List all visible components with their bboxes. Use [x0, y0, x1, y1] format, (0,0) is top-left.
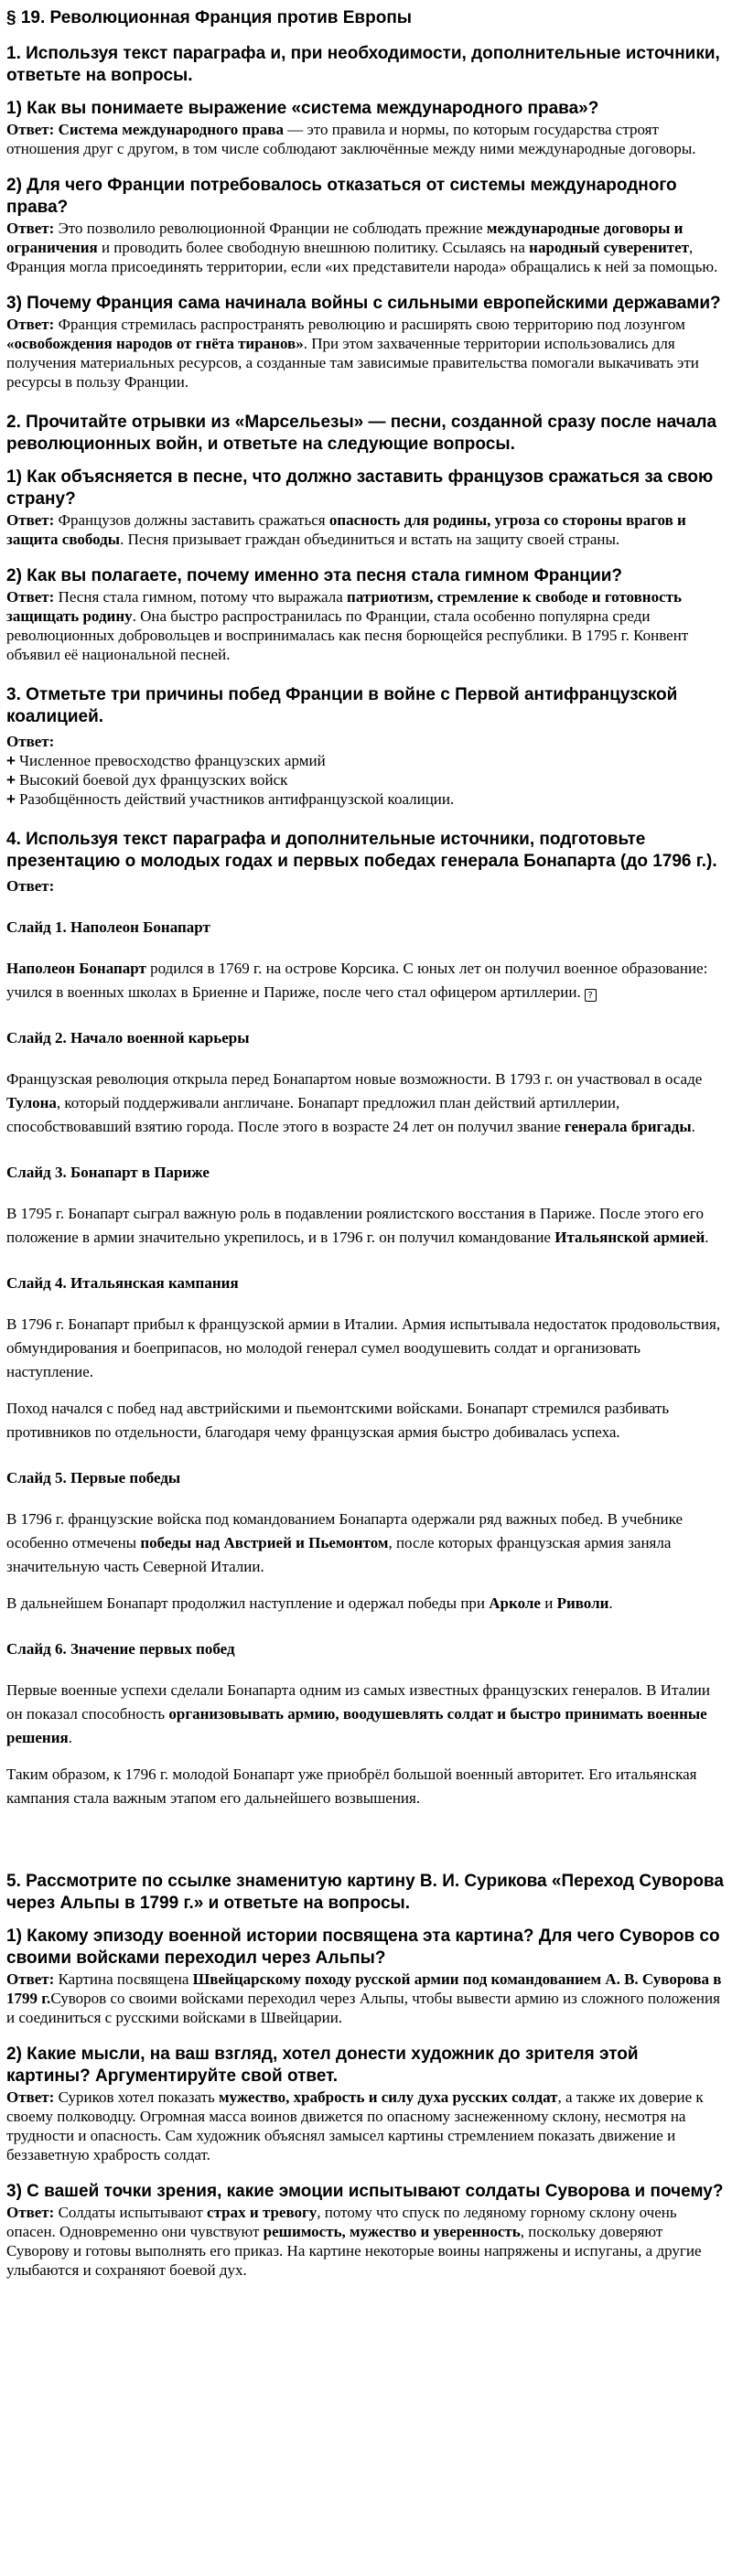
- section-5-answer-3: [6, 2203, 726, 2280]
- section-2-question-1: 1) Как объясняется в песне, что должно заставить французов сражаться за свою страну?: [6, 467, 714, 509]
- section-1-question-1: 1) Как вы понимаете выражение «система международного права»?: [6, 99, 599, 118]
- list-item-text: Разобщённость действий участников антифранцузской коалиции.: [18, 790, 455, 808]
- section-2-question-2: 2) Как вы полагаете, почему именно эта песня стала гимном Франции?: [6, 566, 623, 585]
- answer-label: Ответ:: [6, 2204, 55, 2221]
- answer-text: Суриков хотел показать: [54, 2088, 219, 2106]
- section-4: [6, 829, 726, 1810]
- bold-term: Швейцарскому походу русской армии под командованием А. В. Суворова в 1799 г.: [6, 1970, 722, 2007]
- answer-text: , поскольку доверяют Суворову и готовы выполнять его приказ. На картине некоторые воины напряжены и испуганы, а другие улыбаются и сохраняют боевой дух.: [6, 2223, 702, 2279]
- section-3-answer-label: [6, 732, 726, 751]
- section-2-heading: 2. Прочитайте отрывки из «Марсельезы» — песни, созданной сразу после начала революционных войн, и ответьте на следующие вопросы.: [6, 413, 717, 454]
- answer-label: Ответ:: [6, 220, 55, 237]
- bold-term: народный суверенитет: [529, 239, 690, 256]
- section-1-answer-3: [6, 315, 726, 392]
- section-3-heading: 3. Отметьте три причины побед Франции в войне с Первой антифранцузской коалицией.: [6, 685, 678, 726]
- bold-term: победы над Австрией и Пьемонтом: [140, 1534, 389, 1551]
- bold-term: «освобождения народов от гнёта тиранов»: [6, 335, 304, 352]
- reasons-list: [6, 751, 726, 809]
- section-5: [6, 1871, 726, 2280]
- footnote-icon[interactable]: ?: [585, 989, 597, 1002]
- answer-text: Картина посвящена: [54, 1970, 193, 1988]
- answer-label: Ответ:: [6, 588, 55, 606]
- plus-icon: +: [6, 790, 16, 808]
- plus-icon: +: [6, 771, 16, 789]
- bold-term: международные договоры и ограничения: [6, 220, 684, 256]
- slide-3-text: [6, 1202, 726, 1250]
- paragraph-text: , после которых французская армия заняла значительную часть Северной Италии.: [6, 1534, 672, 1575]
- bold-term: патриотизм, стремление к свободе и готовность защищать родину: [6, 588, 682, 625]
- paragraph-text: В 1795 г. Бонапарт сыграл важную роль в подавлении роялистского восстания в Париже. После этого его положение в армии значительно укрепилось, и в 1796 г. он получил командование: [6, 1205, 704, 1246]
- list-item: [6, 751, 726, 770]
- bold-term: организовывать армию, воодушевлять солдат и быстро принимать военные решения: [6, 1705, 707, 1746]
- bold-term: страх и тревогу: [207, 2204, 318, 2221]
- answer-label: Ответ:: [6, 733, 55, 750]
- section-4-heading: 4. Используя текст параграфа и дополнительные источники, подготовьте презентацию о молодых годах и первых победах генерала Бонапарта (до 1796 г.).: [6, 830, 717, 871]
- bold-term: Риволи: [556, 1594, 609, 1612]
- answer-text: — это правила и нормы, по которым государства строят отношения друг с другом, в том числе соблюдают заключённые между ними международные договоры.: [6, 121, 696, 157]
- bold-term: Тулона: [6, 1094, 57, 1111]
- section-5-answer-1: [6, 1970, 726, 2027]
- paragraph-text: и: [540, 1594, 557, 1612]
- paragraph-text: родился в 1769 г. на острове Корсика. С юных лет он получил военное образование: учился в военных школах в Бриенне и Париже, после чего стал офицером артиллерии.: [6, 960, 708, 1001]
- answer-text: Суворов со своими войсками переходил через Альпы, чтобы вывести армию из сложного положения и соединиться с русскими войсками в Швейцарии.: [6, 1990, 720, 2026]
- answer-text: Солдаты испытывают: [54, 2204, 208, 2221]
- answer-label: Ответ:: [6, 877, 55, 895]
- list-item-text: Высокий боевой дух французских войск: [18, 771, 288, 789]
- answer-label: Ответ:: [6, 2088, 55, 2106]
- slide-4-text-2: Поход начался с побед над австрийскими и пьемонтскими войсками. Бонапарт стремился разбивать противников по отдельности, благодаря чему французская армия быстро добивалась успеха.: [6, 1400, 670, 1441]
- bold-term: генерала бригады: [565, 1118, 692, 1135]
- section-1-question-3: 3) Почему Франция сама начинала войны с сильными европейскими державами?: [6, 294, 721, 313]
- answer-text: и проводить более свободную внешнюю политику. Ссылаясь на: [97, 239, 530, 256]
- paragraph-text: В 1796 г. французские войска под командованием Бонапарта одержали ряд важных побед. В учебнике особенно отмечены: [6, 1510, 684, 1551]
- paragraph-text: В дальнейшем Бонапарт продолжил наступление и одержал победы при: [6, 1594, 490, 1612]
- section-5-question-3: 3) С вашей точки зрения, какие эмоции испытывают солдаты Суворова и почему?: [6, 2182, 724, 2201]
- slide-5-text-1: [6, 1508, 726, 1579]
- answer-text: , потому что спуск по ледяному горному склону очень опасен. Одновременно они чувствуют: [6, 2204, 677, 2240]
- bold-term: Наполеон Бонапарт: [6, 960, 146, 977]
- paragraph-text: Французская революция открыла перед Бонапартом новые возможности. В 1793 г. он участвовал в осаде: [6, 1070, 703, 1088]
- slide-1-text: [6, 957, 726, 1004]
- answer-text: . Она быстро распространилась по Франции, стала особенно популярна среди революционных добровольцев и воспринималась как песня борющейся республики. В 1795 г. Конвент объявил её национальной песней.: [6, 607, 689, 663]
- section-2-answer-2: [6, 587, 726, 664]
- bold-term: Итальянской армией: [554, 1229, 705, 1246]
- paragraph-text: .: [68, 1729, 72, 1746]
- bold-term: Система международного права: [58, 121, 284, 138]
- answer-label: Ответ:: [6, 121, 55, 138]
- section-5-question-1: 1) Какому эпизоду военной истории посвящена эта картина? Для чего Суворов со своими войсками переходил через Альпы?: [6, 1927, 720, 1968]
- paragraph-text: , который поддерживали англичане. Бонапарт предложил план действий артиллерии, способствовавший взятию города. После этого в возрасте 24 лет он получил звание: [6, 1094, 620, 1135]
- section-1: [6, 43, 726, 392]
- answer-text: . При этом захваченные территории использовались для получения материальных ресурсов, а созданные там зависимые правительства помогали выкачивать эти ресурсы в пользу Франции.: [6, 335, 699, 391]
- bold-term: мужество, храбрость и силу духа русских солдат: [218, 2088, 558, 2106]
- paragraph-text: .: [705, 1229, 709, 1246]
- section-3: [6, 684, 726, 809]
- paragraph-text: Первые военные успехи сделали Бонапарта одним из самых известных французских генералов. В Италии он показал способность: [6, 1681, 710, 1723]
- slide-2-title: Слайд 2. Начало военной карьеры: [6, 1029, 250, 1046]
- slide-2-text: [6, 1068, 726, 1139]
- section-4-answer-label: [6, 876, 726, 896]
- answer-text: Песня стала гимном, потому что выражала: [54, 588, 348, 606]
- bold-term: решимость, мужество и уверенность: [263, 2223, 521, 2240]
- slide-5-title: Слайд 5. Первые победы: [6, 1469, 181, 1487]
- answer-text: , Франция могла присоединять территории, если «их представители народа» обращались к ней за помощью.: [6, 239, 718, 275]
- slide-3-title: Слайд 3. Бонапарт в Париже: [6, 1164, 210, 1181]
- section-5-answer-2: [6, 2088, 726, 2164]
- paragraph-text: .: [608, 1594, 613, 1612]
- answer-label: Ответ:: [6, 316, 55, 333]
- section-2: [6, 412, 726, 664]
- plus-icon: +: [6, 752, 16, 769]
- slide-6-text-2: Таким образом, к 1796 г. молодой Бонапарт уже приобрёл большой военный авторитет. Его итальянская кампания стала важным этапом его дальнейшего возвышения.: [6, 1766, 697, 1807]
- page-title: § 19. Революционная Франция против Европы: [6, 8, 413, 27]
- slide-1-title: Слайд 1. Наполеон Бонапарт: [6, 918, 210, 936]
- slide-4-text-1: В 1796 г. Бонапарт прибыл к французской армии в Италии. Армия испытывала недостаток продовольствия, обмундирования и боеприпасов, но молодой генерал сумел воодушевить солдат и организовать наступление.: [6, 1315, 721, 1380]
- section-1-heading: 1. Используя текст параграфа и, при необходимости, дополнительные источники, ответьте на вопросы.: [6, 44, 720, 85]
- slide-6-text-1: [6, 1679, 726, 1750]
- section-5-heading: 5. Рассмотрите по ссылке знаменитую картину В. И. Сурикова «Переход Суворова через Альпы в 1799 г.» и ответьте на вопросы.: [6, 1872, 724, 1913]
- list-item: [6, 770, 726, 789]
- bold-term: опасность для родины, угроза со стороны врагов и защита свободы: [6, 511, 686, 548]
- section-2-answer-1: [6, 510, 726, 549]
- paragraph-text: .: [691, 1118, 695, 1135]
- slide-5-text-2: [6, 1592, 726, 1615]
- section-1-answer-2: [6, 219, 726, 276]
- answer-text: . Песня призывает граждан объединиться и встать на защиту своей страны.: [120, 531, 620, 548]
- section-1-question-2: 2) Для чего Франции потребовалось отказаться от системы международного права?: [6, 176, 677, 217]
- answer-text: Это позволило революционной Франции не соблюдать прежние: [54, 220, 487, 237]
- section-5-question-2: 2) Какие мысли, на ваш взгляд, хотел донести художник до зрителя этой картины? Аргументируйте свой ответ.: [6, 2045, 639, 2086]
- list-item: [6, 789, 726, 809]
- slide-4-title: Слайд 4. Итальянская кампания: [6, 1274, 239, 1292]
- answer-text: , а также их доверие к своему полководцу. Огромная масса воинов движется по опасному заснеженному склону, несмотря на трудности и опасность. Сам художник объяснял замысел картины стремлением показать движение и беззаветную храбрость солдат.: [6, 2088, 704, 2163]
- slide-6-title: Слайд 6. Значение первых побед: [6, 1640, 235, 1658]
- answer-label: Ответ:: [6, 1970, 55, 1988]
- list-item-text: Численное превосходство французских армий: [18, 752, 326, 769]
- answer-text: Франция стремилась распространять революцию и расширять свою территорию под лозунгом: [54, 316, 685, 333]
- bold-term: Арколе: [489, 1594, 541, 1612]
- answer-label: Ответ:: [6, 511, 55, 529]
- section-1-answer-1: [6, 120, 726, 158]
- answer-text: Французов должны заставить сражаться: [54, 511, 329, 529]
